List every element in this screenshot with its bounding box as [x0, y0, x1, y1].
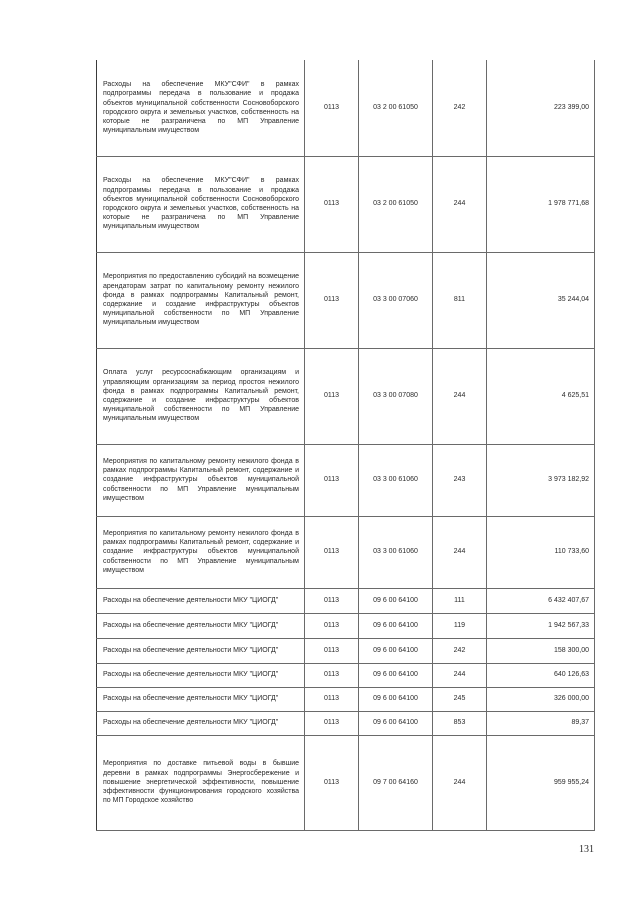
row-amount: 1 942 567,33 — [487, 613, 595, 638]
row-target-code: 09 6 00 64100 — [359, 663, 433, 687]
row-amount: 158 300,00 — [487, 638, 595, 663]
row-description: Расходы на обеспечение деятельности МКУ "ЦИОГД" — [97, 613, 305, 638]
row-amount: 35 244,04 — [487, 252, 595, 348]
row-amount: 89,37 — [487, 711, 595, 735]
row-amount: 223 399,00 — [487, 60, 595, 156]
row-description: Мероприятия по капитальному ремонту нежилого фонда в рамках подпрограммы Капитальный ремонт, содержание и создание инфраструктуры объектов муниципальной собственности по МП Управление муниципальным имуществом — [97, 444, 305, 516]
row-target-code: 09 6 00 64100 — [359, 588, 433, 613]
row-section-code: 0113 — [305, 516, 359, 588]
row-target-code: 03 3 00 07080 — [359, 348, 433, 444]
table-row — [97, 711, 595, 735]
row-section-code: 0113 — [305, 60, 359, 156]
table-row — [97, 444, 595, 516]
row-expense-type: 119 — [433, 613, 487, 638]
row-description: Расходы на обеспечение деятельности МКУ "ЦИОГД" — [97, 638, 305, 663]
row-amount: 1 978 771,68 — [487, 156, 595, 252]
row-description: Расходы на обеспечение МКУ"СФИ" в рамках подпрограммы передача в пользование и продажа объектов муниципальной собственности Сосновоборского городского округа и земельных участков, собственность на которые не разграничена по МП Управление муниципальным имуществом — [97, 60, 305, 156]
row-section-code: 0113 — [305, 711, 359, 735]
row-description: Мероприятия по предоставлению субсидий на возмещение арендаторам затрат по капитальному ремонту нежилого фонда в рамках подпрограммы Капитальный ремонт, содержание и создание инфраструктуры объектов муниципальной собственности по МП Управление муниципальным имуществом — [97, 252, 305, 348]
row-target-code: 09 6 00 64100 — [359, 687, 433, 711]
table-row — [97, 516, 595, 588]
row-section-code: 0113 — [305, 588, 359, 613]
table-row — [97, 663, 595, 687]
row-amount: 326 000,00 — [487, 687, 595, 711]
page-number: 131 — [579, 844, 594, 855]
row-target-code: 09 7 00 64160 — [359, 735, 433, 830]
table-row — [97, 348, 595, 444]
row-section-code: 0113 — [305, 613, 359, 638]
row-expense-type: 244 — [433, 348, 487, 444]
table-row — [97, 60, 595, 156]
row-expense-type: 243 — [433, 444, 487, 516]
row-description: Расходы на обеспечение деятельности МКУ "ЦИОГД" — [97, 588, 305, 613]
row-expense-type: 245 — [433, 687, 487, 711]
row-expense-type: 811 — [433, 252, 487, 348]
table-row — [97, 252, 595, 348]
table-row — [97, 687, 595, 711]
row-target-code: 03 2 00 61050 — [359, 156, 433, 252]
row-amount: 640 126,63 — [487, 663, 595, 687]
row-expense-type: 244 — [433, 735, 487, 830]
table-row — [97, 588, 595, 613]
row-description: Расходы на обеспечение деятельности МКУ "ЦИОГД" — [97, 711, 305, 735]
row-section-code: 0113 — [305, 252, 359, 348]
row-description: Расходы на обеспечение МКУ"СФИ" в рамках подпрограммы передача в пользование и продажа объектов муниципальной собственности Сосновоборского городского округа и земельных участков, собственность на которые не разграничена по МП Управление муниципальным имуществом — [97, 156, 305, 252]
row-section-code: 0113 — [305, 687, 359, 711]
row-expense-type: 242 — [433, 638, 487, 663]
row-description: Оплата услуг ресурсоснабжающим организациям и управляющим организациям за период простоя нежилого фонда в рамках подпрограммы Капитальный ремонт, содержание и создание инфраструктуры объектов муниципальной собственности по МП Управление муниципальным имуществом — [97, 348, 305, 444]
row-amount: 6 432 407,67 — [487, 588, 595, 613]
row-target-code: 03 3 00 07060 — [359, 252, 433, 348]
table-row — [97, 638, 595, 663]
row-description: Расходы на обеспечение деятельности МКУ "ЦИОГД" — [97, 687, 305, 711]
row-section-code: 0113 — [305, 663, 359, 687]
row-section-code: 0113 — [305, 156, 359, 252]
row-target-code: 09 6 00 64100 — [359, 711, 433, 735]
row-section-code: 0113 — [305, 348, 359, 444]
row-expense-type: 111 — [433, 588, 487, 613]
row-section-code: 0113 — [305, 444, 359, 516]
row-target-code: 03 2 00 61050 — [359, 60, 433, 156]
row-amount: 110 733,60 — [487, 516, 595, 588]
row-description: Мероприятия по доставке питьевой воды в бывшие деревни в рамках подпрограммы Энергосбережение и повышение энергетической эффективности, повышение эффективности функционирования городского хозяйства по МП Городское хозяйство — [97, 735, 305, 830]
row-expense-type: 242 — [433, 60, 487, 156]
budget-table — [96, 60, 595, 831]
row-expense-type: 244 — [433, 516, 487, 588]
row-target-code: 03 3 00 61060 — [359, 516, 433, 588]
row-amount: 3 973 182,92 — [487, 444, 595, 516]
row-expense-type: 853 — [433, 711, 487, 735]
row-description: Расходы на обеспечение деятельности МКУ "ЦИОГД" — [97, 663, 305, 687]
row-amount: 959 955,24 — [487, 735, 595, 830]
row-description: Мероприятия по капитальному ремонту нежилого фонда в рамках подпрограммы Капитальный ремонт, содержание и создание инфраструктуры объектов муниципальной собственности по МП Управление муниципальным имуществом — [97, 516, 305, 588]
table-row — [97, 156, 595, 252]
row-target-code: 03 3 00 61060 — [359, 444, 433, 516]
row-section-code: 0113 — [305, 638, 359, 663]
table-row — [97, 735, 595, 830]
row-section-code: 0113 — [305, 735, 359, 830]
row-target-code: 09 6 00 64100 — [359, 613, 433, 638]
row-expense-type: 244 — [433, 663, 487, 687]
row-expense-type: 244 — [433, 156, 487, 252]
row-amount: 4 625,51 — [487, 348, 595, 444]
table-row — [97, 613, 595, 638]
row-target-code: 09 6 00 64100 — [359, 638, 433, 663]
